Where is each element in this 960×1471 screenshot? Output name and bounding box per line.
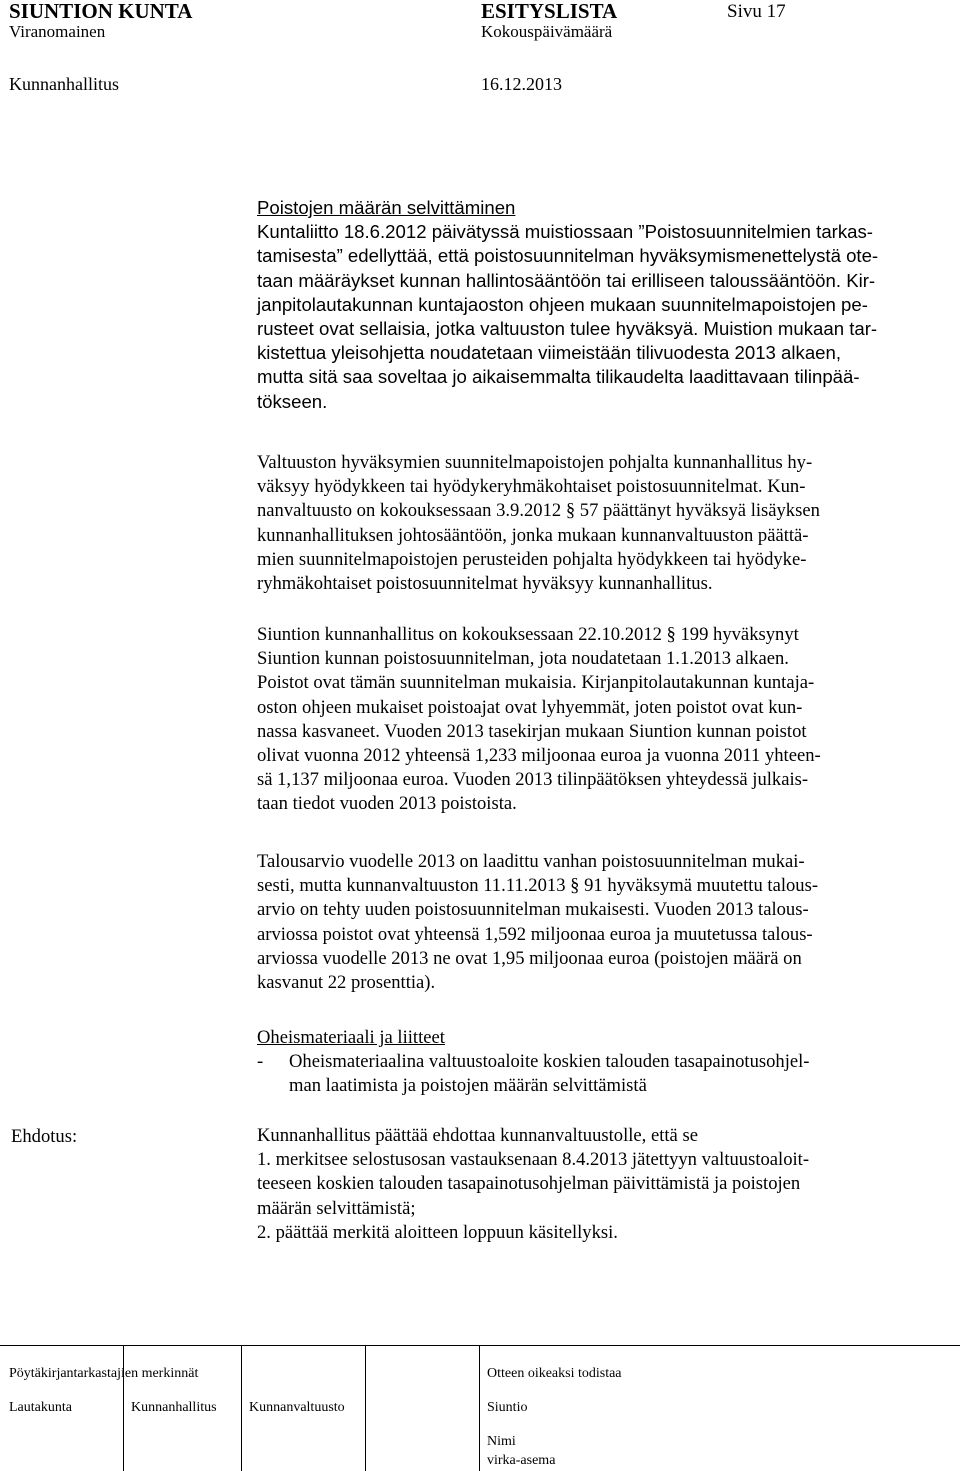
meeting-date-label: Kokouspäivämäärä: [481, 22, 613, 41]
footer-column-divider: [123, 1345, 124, 1471]
footer-column-divider: [365, 1345, 366, 1471]
paragraph-line: kistettua yleisohjetta noudatetaan viimeistään tilivuodesta 2013 alkaen,: [257, 342, 842, 364]
paragraph-line: olivat vuonna 2012 yhteensä 1,233 miljoonaa euroa ja vuonna 2011 yhteen-: [257, 745, 821, 767]
paragraph-line: Poistot ovat tämän suunnitelman mukaisia. Kirjanpitolautakunnan kuntaja-: [257, 672, 815, 694]
paragraph-line: väksyy hyödykkeen tai hyödykeryhmäkohtaiset poistosuunnitelmat. Kun-: [257, 476, 806, 498]
authority: Kunnanhallitus: [9, 74, 119, 94]
attachments-title: Oheismateriaali ja liitteet: [257, 1027, 445, 1048]
paragraph-line: arviossa vuodelle 2013 ne ovat 1,95 miljoonaa euroa (poistojen määrä on: [257, 947, 802, 969]
municipality-name: SIUNTION KUNTA: [9, 0, 193, 23]
paragraph-line: arvio on tehty uuden poistosuunnitelman mukaisesti. Vuoden 2013 talous-: [257, 899, 809, 921]
attachment-text: man laatimista ja poistojen määrän selvittämistä: [289, 1075, 647, 1097]
paragraph-line: kasvanut 22 prosenttia).: [257, 972, 436, 994]
footer-divider: [0, 1345, 960, 1346]
proposal-line: määrän selvittämistä;: [257, 1197, 416, 1219]
paragraph-line: nanvaltuusto on kokouksessaan 3.9.2012 § 57 päättänyt hyväksyä lisäyksen: [257, 500, 820, 522]
paragraph-line: sesti, mutta kunnanvaltuuston 11.11.2013 § 91 hyväksymä muutettu talous-: [257, 875, 819, 897]
footer-column-divider: [241, 1345, 242, 1471]
paragraph-3: [257, 623, 947, 817]
paragraph-line: mien suunnitelmapoistojen perusteiden pohjalta hyödykkeen tai hyödyke-: [257, 548, 807, 570]
paragraph-2: [257, 451, 947, 596]
proposal-line: 1. merkitsee selostusosan vastauksenaan 8.4.2013 jätettyyn valtuustoaloit-: [257, 1149, 810, 1171]
section-title: Poistojen määrän selvittäminen: [257, 197, 516, 218]
proposal-section: [257, 1124, 947, 1245]
paragraph-line: tamisesta” edellyttää, että poistosuunnitelman hyväksymismenettelystä ote-: [257, 245, 879, 267]
paragraph-line: Valtuuston hyväksymien suunnitelmapoistojen pohjalta kunnanhallitus hy-: [257, 452, 813, 473]
paragraph-line: janpitolautakunnan kuntajaoston ohjeen mukaan suunnitelmapoistojen pe-: [257, 293, 868, 315]
authority-label: Viranomainen: [9, 22, 106, 41]
paragraph-line: kunnanhallituksen johtosääntöön, jonka mukaan kunnanvaltuuston päättä-: [257, 524, 809, 546]
footer-name: Nimi: [487, 1434, 516, 1449]
paragraph-line: Siuntion kunnanhallitus on kokouksessaan 22.10.2012 § 199 hyväksynyt: [257, 624, 799, 645]
footer-col-municipal-board: Kunnanhallitus: [131, 1400, 217, 1415]
proposal-line: Kunnanhallitus päättää ehdottaa kunnanvaltuustolle, että se: [257, 1125, 698, 1146]
paragraph-line: rusteet ovat sellaisia, jotka valtuuston tulee hyväksyä. Muistion mukaan tar-: [257, 318, 878, 340]
paragraph-line: taan määräykset kunnan hallintosääntöön tai erilliseen taloussääntöön. Kir-: [257, 269, 876, 291]
paragraph-line: mutta sitä saa soveltaa jo aikaisemmalta tilikaudelta laadittavaan tilinpää-: [257, 366, 860, 388]
section-1: [257, 196, 947, 414]
attachments-section: [257, 1026, 947, 1099]
page-number: Sivu 17: [727, 1, 786, 22]
paragraph-line: tökseen.: [257, 390, 328, 412]
footer-place: Siuntio: [487, 1400, 528, 1415]
document-type: ESITYSLISTA: [481, 0, 618, 23]
footer-col-board: Lautakunta: [9, 1400, 72, 1415]
footer-col-council: Kunnanvaltuusto: [249, 1400, 345, 1415]
list-dash: -: [257, 1051, 264, 1073]
paragraph-line: ryhmäkohtaiset poistosuunnitelmat hyväksyy kunnanhallitus.: [257, 573, 713, 595]
reviewers-notes-label: Pöytäkirjantarkastajien merkinnät: [9, 1366, 199, 1381]
paragraph-line: Talousarvio vuodelle 2013 on laadittu vanhan poistosuunnitelman mukai-: [257, 851, 805, 872]
paragraph-line: arviossa poistot ovat yhteensä 1,592 miljoonaa euroa ja muutetussa talous-: [257, 923, 813, 945]
paragraph-line: taan tiedot vuoden 2013 poistoista.: [257, 793, 517, 815]
paragraph-line: Siuntion kunnan poistosuunnitelman, jota noudatetaan 1.1.2013 alkaen.: [257, 648, 789, 670]
certified-copy-label: Otteen oikeaksi todistaa: [487, 1366, 622, 1381]
attachment-item: [257, 1050, 947, 1074]
footer-position: virka-asema: [487, 1453, 556, 1468]
proposal-line: teeseen koskien talouden tasapainotusohjelman päivittämistä ja poistojen: [257, 1173, 801, 1195]
paragraph-line: Kuntaliitto 18.6.2012 päivätyssä muistiossaan ”Poistosuunnitelmien tarkas-: [257, 221, 873, 243]
paragraph-4: [257, 850, 947, 995]
proposal-label: Ehdotus:: [11, 1126, 78, 1147]
paragraph-line: sä 1,137 miljoonaa euroa. Vuoden 2013 tilinpäätöksen yhteydessä julkais-: [257, 769, 809, 791]
meeting-date: 16.12.2013: [481, 74, 562, 94]
paragraph-line: nassa kasvaneet. Vuoden 2013 tasekirjan mukaan Siuntion kunnan poistot: [257, 720, 807, 742]
proposal-line: 2. päättää merkitä aloitteen loppuun käsitellyksi.: [257, 1221, 618, 1243]
footer-column-divider: [479, 1345, 480, 1471]
paragraph-line: oston ohjeen mukaiset poistoajat ovat lyhyemmät, joten poistot ovat kun-: [257, 696, 803, 718]
attachment-text: Oheismateriaalina valtuustoaloite koskien talouden tasapainotusohjel-: [289, 1051, 810, 1073]
